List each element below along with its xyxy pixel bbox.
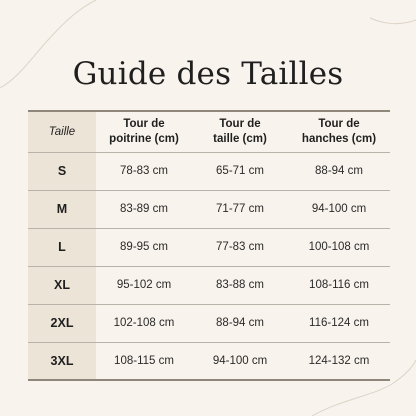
- header-waist-line1: Tour de: [219, 118, 261, 130]
- header-hips-line2: hanches (cm): [301, 133, 377, 145]
- size-label: XL: [54, 278, 70, 292]
- size-label: S: [57, 164, 67, 178]
- waist-value: 65-71 cm: [216, 165, 264, 177]
- header-chest-line2: poitrine (cm): [109, 133, 179, 145]
- header-size: Taille: [48, 125, 76, 138]
- waist-value: 71-77 cm: [216, 203, 264, 215]
- hips-value: 108-116 cm: [309, 279, 369, 291]
- chest-value: 108-115 cm: [114, 354, 174, 367]
- table-bottom-rule: [28, 379, 390, 381]
- chest-value: 78-83 cm: [120, 165, 168, 177]
- hips-value: 88-94 cm: [315, 165, 363, 177]
- hips-value: 124-132 cm: [308, 354, 370, 367]
- table-row: [28, 229, 390, 266]
- size-label: 3XL: [50, 353, 74, 368]
- table-row: [28, 191, 390, 228]
- waist-value: 83-88 cm: [216, 279, 264, 291]
- chest-value: 89-95 cm: [120, 241, 168, 253]
- hips-value: 116-124 cm: [309, 317, 369, 329]
- hips-value: 100-108 cm: [308, 241, 370, 253]
- table-row: [28, 267, 390, 304]
- header-hips: [288, 117, 390, 147]
- header-waist-line2: taille (cm): [213, 133, 267, 145]
- header-hips-line1: Tour de: [318, 118, 360, 130]
- hips-value: 94-100 cm: [311, 203, 367, 215]
- table-row: [28, 305, 390, 342]
- waist-value: 94-100 cm: [212, 354, 268, 367]
- size-table: [28, 110, 390, 381]
- chest-value: 95-102 cm: [116, 279, 172, 291]
- size-label: L: [58, 240, 66, 254]
- chest-value: 83-89 cm: [120, 203, 168, 215]
- size-label: M: [56, 202, 68, 216]
- page-title: Guide des Tailles: [72, 56, 344, 92]
- waist-value: 88-94 cm: [216, 317, 264, 329]
- size-label: 2XL: [50, 316, 74, 330]
- header-waist: [192, 117, 288, 147]
- chest-value: 102-108 cm: [113, 317, 175, 329]
- waist-value: 77-83 cm: [216, 241, 264, 253]
- header-chest-line1: Tour de: [123, 118, 165, 130]
- table-row: [28, 343, 390, 379]
- header-chest: [96, 117, 192, 147]
- table-header-row: [28, 112, 390, 152]
- table-row: [28, 153, 390, 190]
